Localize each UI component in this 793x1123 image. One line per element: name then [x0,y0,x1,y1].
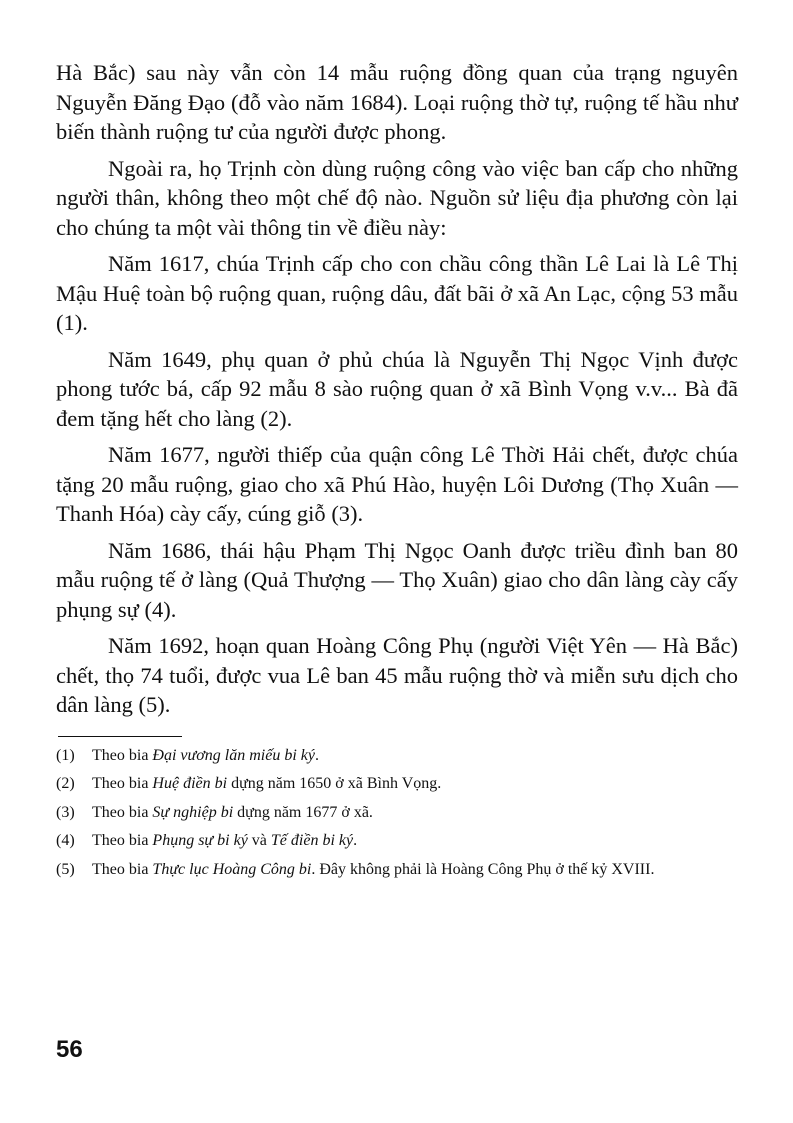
paragraph-4-text: Năm 1649, phụ quan ở phủ chúa là Nguyễn Thị Ngọc Vịnh được phong tước bá, cấp 92 mẫu 8 sào ruộng quan ở xã Bình Vọng v.v... Bà đã đem tặng hết cho làng [56,346,738,431]
footnote-text [92,742,738,771]
footnote-list [56,742,738,885]
footnote-text [92,770,738,799]
paragraph-4 [56,345,738,434]
footnote-3 [56,799,738,828]
footnote-title: Đại vương lăn miếu bi ký [152,746,315,764]
footnote-suffix: . Đây không phải là Hoàng Công Phụ ở thế kỷ XVIII. [311,860,655,878]
footnote-suffix: dựng năm 1650 ở xã Bình Vọng. [227,775,442,792]
footnote-suffix: dựng năm 1677 ở xã. [233,803,373,821]
footnote-title: Tế điền bi ký [270,832,354,849]
footnote-number: (3) [56,803,75,821]
footnote-suffix: . [314,746,319,764]
footnote-number: (2) [56,775,75,792]
paragraph-3-text: Năm 1617, chúa Trịnh cấp cho con chầu công thần Lê Lai là Lê Thị Mậu Huệ toàn bộ ruộng quan, ruộng dâu, đất bãi ở xã An Lạc, cộng 53 mẫu [56,251,738,306]
paragraph-2-text: Ngoài ra, họ Trịnh còn dùng ruộng công vào việc ban cấp cho những người thân, không theo một chế độ nào. Nguồn sử liệu địa phương còn lại cho chúng ta một vài thông tin về điều này: [56,155,738,240]
paragraph-5-text: Năm 1677, người thiếp của quận công Lê Thời Hải chết, được chúa tặng 20 mẫu ruộng, giao cho xã Phú Hào, huyện Lôi Dương (Thọ Xuân — Thanh Hóa) cày cấy, cúng giỗ [56,442,738,526]
paragraph-3 [56,249,738,338]
footnote-5 [56,856,738,885]
footnote-1 [56,742,738,771]
footnote-number: (4) [56,832,75,849]
footnote-number: (1) [56,746,75,764]
footnote-title: Sự nghiệp bi [152,803,234,821]
footnote-divider [58,736,182,737]
footnote-text [92,799,738,828]
paragraph-7 [56,631,738,720]
footnote-text [92,856,738,885]
page-number: 56 [56,1036,83,1063]
footnote-conjunction: và [247,832,271,849]
footnote-prefix: Theo bia [92,860,153,878]
footnote-ref-1[interactable]: (1). [56,310,88,335]
footnote-text [92,827,738,856]
paragraph-5 [56,440,738,529]
footnote-number: (5) [56,860,75,878]
footnote-prefix: Theo bia [92,832,153,849]
footnote-4 [56,827,738,856]
paragraph-2 [56,154,738,243]
footnote-title: Thực lục Hoàng Công bi [152,860,312,878]
paragraph-7-text: Năm 1692, hoạn quan Hoàng Công Phụ (người Việt Yên — Hà Bắc) chết, thọ 74 tuổi, được vua Lê ban 45 mẫu ruộng thờ và miễn sưu dịch cho dân làng [56,633,738,717]
footnote-suffix: . [353,832,358,849]
footnote-title: Phụng sự bi ký [152,832,248,849]
footnote-prefix: Theo bia [92,803,153,821]
page-body [56,58,738,884]
paragraph-1-text: Hà Bắc) sau này vẫn còn 14 mẫu ruộng đồng quan của trạng nguyên Nguyễn Đăng Đạo (đỗ vào năm 1684). Loại ruộng thờ tự, ruộng tế hầu như biến thành ruộng tư của người được phong. [56,60,738,144]
footnote-ref-2[interactable]: (2). [260,405,293,431]
paragraph-1 [56,58,738,147]
footnote-ref-5[interactable]: (5). [138,692,171,717]
footnote-ref-4[interactable]: (4). [144,596,177,622]
footnote-ref-3[interactable]: (3). [331,501,364,526]
paragraph-6 [56,536,738,625]
footnote-prefix: Theo bia [92,746,153,764]
footnote-prefix: Theo bia [92,775,153,792]
paragraph-6-text: Năm 1686, thái hậu Phạm Thị Ngọc Oanh được triều đình ban 80 mẫu ruộng tế ở làng (Quả Thượng — Thọ Xuân) giao cho dân làng cày cấy phụng sự [56,537,738,622]
footnote-title: Huệ điền bi [152,775,228,792]
footnote-2 [56,770,738,799]
